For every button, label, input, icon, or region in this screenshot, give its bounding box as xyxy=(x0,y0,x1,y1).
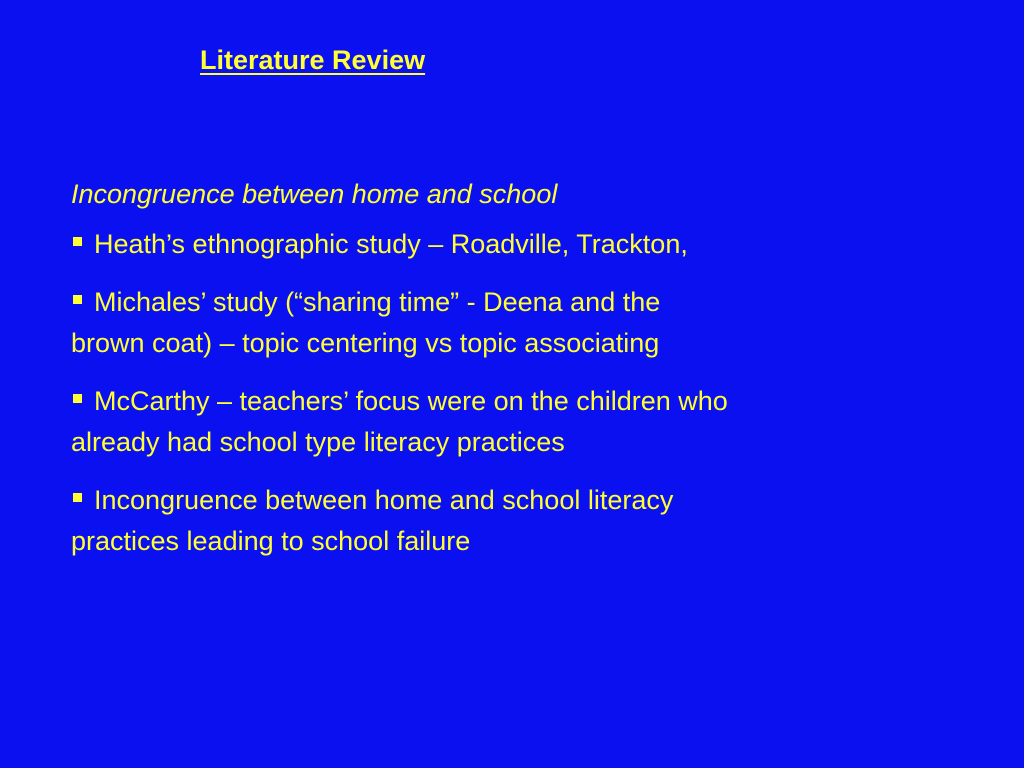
bullet-text: Heath’s ethnographic study – Roadville, Trackton, xyxy=(94,229,688,259)
bullet-text-continuation: brown coat) – topic centering vs topic associating xyxy=(71,328,660,358)
slide-title: Literature Review xyxy=(200,45,426,75)
square-bullet-icon xyxy=(73,237,82,246)
section-subtitle: Incongruence between home and school xyxy=(71,179,558,209)
bullet-item-incongruence xyxy=(71,480,951,562)
square-bullet-icon xyxy=(73,394,82,403)
bullet-text: Incongruence between home and school literacy xyxy=(94,485,674,515)
square-bullet-icon xyxy=(73,295,82,304)
slide-body xyxy=(71,174,951,579)
bullet-text: McCarthy – teachers’ focus were on the children who xyxy=(94,386,728,416)
bullet-text: Michales’ study (“sharing time” - Deena and the xyxy=(94,287,661,317)
bullet-text-continuation: practices leading to school failure xyxy=(71,526,471,556)
bullet-item-heath xyxy=(71,224,951,265)
bullet-item-mccarthy xyxy=(71,381,951,463)
bullet-item-michales xyxy=(71,282,951,364)
square-bullet-icon xyxy=(73,493,82,502)
bullet-text-continuation: already had school type literacy practices xyxy=(71,427,565,457)
